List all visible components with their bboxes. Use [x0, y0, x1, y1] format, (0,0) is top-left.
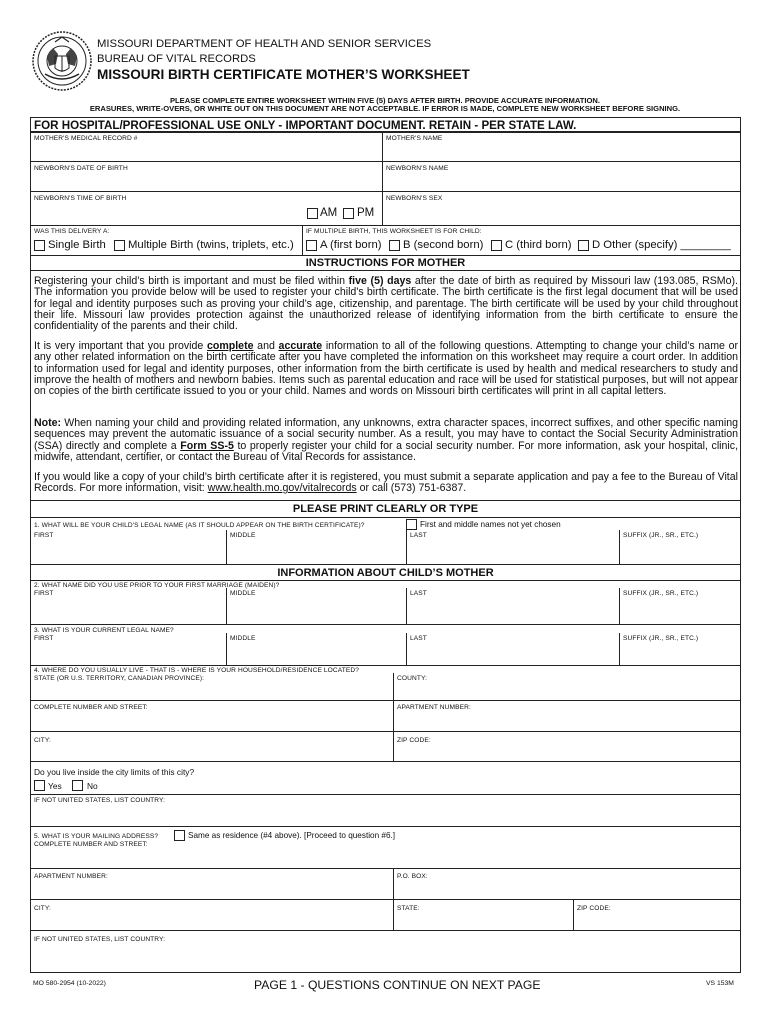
vs-code: VS 153M: [706, 980, 734, 987]
print-clearly-heading: PLEASE PRINT CLEARLY OR TYPE: [292, 503, 479, 515]
divider: [30, 564, 741, 565]
divider: [30, 899, 741, 900]
names-not-chosen-checkbox[interactable]: [406, 519, 417, 530]
department-name: MISSOURI DEPARTMENT OF HEALTH AND SENIOR SERVICES: [97, 38, 432, 50]
q4-city-label: CITY:: [34, 737, 51, 744]
notice-line-1: PLEASE COMPLETE ENTIRE WORKSHEET WITHIN FIVE (5) DAYS AFTER BIRTH. PROVIDE ACCURATE INFORMATION.: [169, 96, 601, 105]
pm-checkbox[interactable]: [343, 208, 354, 219]
q4-zip-field[interactable]: [397, 746, 737, 759]
q4-apt-label: APARTMENT NUMBER:: [397, 704, 471, 711]
q2-first-field[interactable]: [34, 600, 222, 620]
divider: [619, 530, 620, 564]
divider: [406, 633, 407, 665]
q1-first-label: FIRST: [34, 532, 54, 539]
divider: [30, 580, 741, 581]
mothers-name-label: MOTHER'S NAME: [386, 135, 443, 142]
q5-city-label: CITY:: [34, 905, 51, 912]
page-indicator: PAGE 1 - QUESTIONS CONTINUE ON NEXT PAGE: [254, 978, 541, 992]
instructions-paragraph-2: It is very important that you provide complete and accurate information to all of the following questions. Attempting to change your child’s name or any other related information on the birth certificate after you have completed the information on this worksheet may require a court order. In addition to information used for legal and identity purposes, other information from the birth certificate is used by health and medical researchers to study and improve the health of mothers and newborn babies. Items such as parental education and race will be used for statistical purposes, but will not appear on copies of the birth certificate issued to you or your child. Names and words on Missouri birth certificates will print in all capital letters.: [34, 340, 739, 398]
child-b-checkbox[interactable]: [389, 240, 400, 251]
q5-label: 5. WHAT IS YOUR MAILING ADDRESS?: [34, 833, 159, 840]
q5-street-label: COMPLETE NUMBER AND STREET:: [34, 841, 148, 848]
q3-suffix-field[interactable]: [623, 645, 737, 662]
q4-zip-label: ZIP CODE:: [397, 737, 431, 744]
newborn-name-field[interactable]: [386, 174, 736, 189]
instructions-paragraph-1: Registering your child’s birth is important and must be filed within five (5) days after the date of birth as required by Missouri law (193.085, RSMo). The information you provide below will be used to register your child's birth certificate. The birth certificate is the first legal document that will be used for legal and identity purposes such as proving your child’s age, citizenship, and parentage. The birth certificate will be used by your child throughout their life. Missouri law provides protection against the unauthorized release of identifying information from the birth certificate to ensure the confidentiality of the parents and their child.: [34, 275, 738, 333]
q3-last-field[interactable]: [410, 645, 615, 662]
divider: [302, 225, 303, 255]
q4-county-field[interactable]: [397, 684, 737, 698]
hospital-use-heading: FOR HOSPITAL/PROFESSIONAL USE ONLY - IMPORTANT DOCUMENT. RETAIN - PER STATE LAW.: [34, 119, 577, 132]
divider: [382, 131, 383, 225]
newborn-dob-field[interactable]: [34, 174, 378, 189]
child-d-checkbox[interactable]: [578, 240, 589, 251]
q4-street-field[interactable]: [34, 713, 389, 727]
divider: [226, 633, 227, 665]
q2-last-label: LAST: [410, 590, 427, 597]
q5-zip-field[interactable]: [577, 914, 737, 927]
q2-middle-label: MIDDLE: [230, 590, 256, 597]
q3-middle-field[interactable]: [230, 645, 402, 662]
am-checkbox[interactable]: [307, 208, 318, 219]
q4-state-label: STATE (OR U.S. TERRITORY, CANADIAN PROVINCE):: [34, 675, 205, 682]
inside-city-question: Do you live inside the city limits of this city?: [34, 767, 195, 777]
divider: [573, 899, 574, 930]
notice-line-2: ERASURES, WRITE-OVERS, OR WHITE OUT ON THIS DOCUMENT ARE NOT ACCEPTABLE. IF ERROR IS MADE, COMPLETE NEW WORKSHEET BEFORE SIGNING.: [89, 104, 681, 113]
newborn-time-field[interactable]: [34, 204, 304, 219]
q2-suffix-label: SUFFIX (JR., SR., ETC.): [623, 590, 699, 597]
q5-country-field[interactable]: [34, 946, 737, 968]
am-label: AM: [320, 207, 338, 219]
vital-records-link[interactable]: www.health.mo.gov/vitalrecords: [207, 482, 357, 495]
q2-middle-field[interactable]: [230, 600, 402, 620]
instructions-paragraph-4: If you would like a copy of your child’s birth certificate after it is registered, you must submit a separate application and pay a fee to the Bureau of Vital Records. For more information, visit: www.health.mo.gov/vitalrecords or call (573) 751-6387.: [34, 471, 738, 495]
q3-last-label: LAST: [410, 635, 427, 642]
q1-last-field[interactable]: [410, 542, 615, 560]
form-title: MISSOURI BIRTH CERTIFICATE MOTHER’S WORKSHEET: [97, 67, 470, 82]
q4-county-label: COUNTY:: [397, 675, 428, 682]
divider: [30, 517, 741, 518]
divider: [30, 794, 741, 795]
divider: [30, 255, 741, 256]
multiple-birth-label: Multiple Birth (twins, triplets, etc.): [128, 239, 294, 251]
divider: [30, 270, 741, 271]
multiple-birth-checkbox[interactable]: [114, 240, 125, 251]
divider: [30, 131, 741, 133]
mothers-medical-record-label: MOTHER'S MEDICAL RECORD #: [34, 135, 138, 142]
q4-country-field[interactable]: [34, 806, 737, 822]
q2-label: 2. WHAT NAME DID YOU USE PRIOR TO YOUR FIRST MARRIAGE (MAIDEN)?: [34, 582, 280, 589]
single-birth-label: Single Birth: [48, 239, 106, 251]
inside-city-yes-label: Yes: [48, 781, 62, 791]
q3-label: 3. WHAT IS YOUR CURRENT LEGAL NAME?: [34, 627, 174, 634]
q5-street-field[interactable]: [34, 850, 737, 864]
inside-city-yes-checkbox[interactable]: [34, 780, 45, 791]
divider: [30, 665, 741, 666]
divider: [30, 500, 741, 501]
newborn-sex-field[interactable]: [386, 204, 736, 219]
q5-apt-field[interactable]: [34, 882, 389, 896]
divider: [619, 633, 620, 665]
divider: [226, 530, 227, 564]
q4-label: 4. WHERE DO YOU USUALLY LIVE - THAT IS - WHERE IS YOUR HOUSEHOLD/RESIDENCE LOCATED?: [34, 667, 359, 674]
instructions-paragraph-3: Note: When naming your child and providing related information, any unknowns, extra character spaces, incorrect suffixes, and other specific naming sequences may prevent the automatic issuance of a social security number. As a result, you may have to contact the Social Security Administration (SSA) directly and complete a Form SS-5 to properly register your child for a social security number. For more information, ask your hospital, clinic, midwife, attendant, certifier, or contact the Bureau of Vital Records for assistance.: [34, 417, 739, 463]
q5-apt-label: APARTMENT NUMBER:: [34, 873, 108, 880]
child-a-label: A (first born): [320, 239, 382, 251]
divider: [30, 225, 741, 226]
multiple-birth-child-label: IF MULTIPLE BIRTH, THIS WORKSHEET IS FOR CHILD:: [306, 228, 482, 235]
child-b-label: B (second born): [403, 239, 484, 251]
q5-city-field[interactable]: [34, 914, 389, 927]
inside-city-no-checkbox[interactable]: [72, 780, 83, 791]
divider: [226, 588, 227, 624]
newborn-name-label: NEWBORN'S NAME: [386, 165, 449, 172]
child-c-label: C (third born): [505, 239, 572, 251]
divider: [406, 588, 407, 624]
divider: [30, 868, 741, 869]
q1-suffix-field[interactable]: [623, 542, 737, 560]
single-birth-checkbox[interactable]: [34, 240, 45, 251]
mother-info-heading: INFORMATION ABOUT CHILD’S MOTHER: [277, 567, 494, 579]
q1-label: 1. WHAT WILL BE YOUR CHILD'S LEGAL NAME (AS IT SHOULD APPEAR ON THE BIRTH CERTIFICATE)?: [34, 522, 365, 529]
q3-first-label: FIRST: [34, 635, 54, 642]
child-a-checkbox[interactable]: [306, 240, 317, 251]
form-number: MO 580-2954 (10-2022): [33, 980, 106, 987]
divider: [619, 588, 620, 624]
q3-suffix-label: SUFFIX (JR., SR., ETC.): [623, 635, 699, 642]
q4-state-field[interactable]: [34, 684, 389, 698]
mothers-medical-record-field[interactable]: [34, 144, 378, 159]
q1-first-field[interactable]: [34, 542, 222, 560]
instructions-heading: INSTRUCTIONS FOR MOTHER: [305, 257, 466, 269]
q5-pobox-field[interactable]: [397, 882, 737, 896]
same-as-residence-label: Same as residence (#4 above). [Proceed to question #6.]: [188, 831, 396, 840]
mothers-name-field[interactable]: [386, 144, 736, 159]
q5-country-label: IF NOT UNITED STATES, LIST COUNTRY:: [34, 936, 166, 943]
q4-country-label: IF NOT UNITED STATES, LIST COUNTRY:: [34, 797, 166, 804]
child-d-label: D Other (specify) ________: [592, 239, 731, 251]
divider: [30, 826, 741, 827]
divider: [30, 700, 741, 701]
q3-first-field[interactable]: [34, 645, 222, 662]
q2-first-label: FIRST: [34, 590, 54, 597]
q1-middle-label: MIDDLE: [230, 532, 256, 539]
q3-middle-label: MIDDLE: [230, 635, 256, 642]
divider: [406, 530, 407, 564]
divider: [393, 673, 394, 761]
q1-last-label: LAST: [410, 532, 427, 539]
q1-middle-field[interactable]: [230, 542, 402, 560]
divider: [30, 930, 741, 931]
divider: [30, 731, 741, 732]
newborn-sex-label: NEWBORN'S SEX: [386, 195, 443, 202]
missouri-state-seal: [31, 30, 93, 92]
child-c-checkbox[interactable]: [491, 240, 502, 251]
bureau-name: BUREAU OF VITAL RECORDS: [97, 53, 256, 65]
q5-pobox-label: P.O. BOX:: [397, 873, 428, 880]
q4-city-field[interactable]: [34, 746, 389, 759]
q4-apt-field[interactable]: [397, 713, 737, 727]
divider: [30, 761, 741, 762]
inside-city-no-label: No: [87, 781, 98, 791]
q2-last-field[interactable]: [410, 600, 615, 620]
pm-label: PM: [357, 207, 375, 219]
q1-suffix-label: SUFFIX (JR., SR., ETC.): [623, 532, 699, 539]
q2-suffix-field[interactable]: [623, 600, 737, 620]
same-as-residence-checkbox[interactable]: [174, 830, 185, 841]
newborn-time-label: NEWBORN'S TIME OF BIRTH: [34, 195, 127, 202]
delivery-type-label: WAS THIS DELIVERY A:: [34, 228, 110, 235]
q5-state-label: STATE:: [397, 905, 420, 912]
q5-zip-label: ZIP CODE:: [577, 905, 611, 912]
newborn-dob-label: NEWBORN'S DATE OF BIRTH: [34, 165, 128, 172]
divider: [30, 624, 741, 625]
names-not-chosen-label: First and middle names not yet chosen: [420, 520, 561, 529]
q5-state-field[interactable]: [397, 914, 569, 927]
divider: [30, 161, 741, 162]
q4-street-label: COMPLETE NUMBER AND STREET:: [34, 704, 148, 711]
divider: [30, 191, 741, 192]
